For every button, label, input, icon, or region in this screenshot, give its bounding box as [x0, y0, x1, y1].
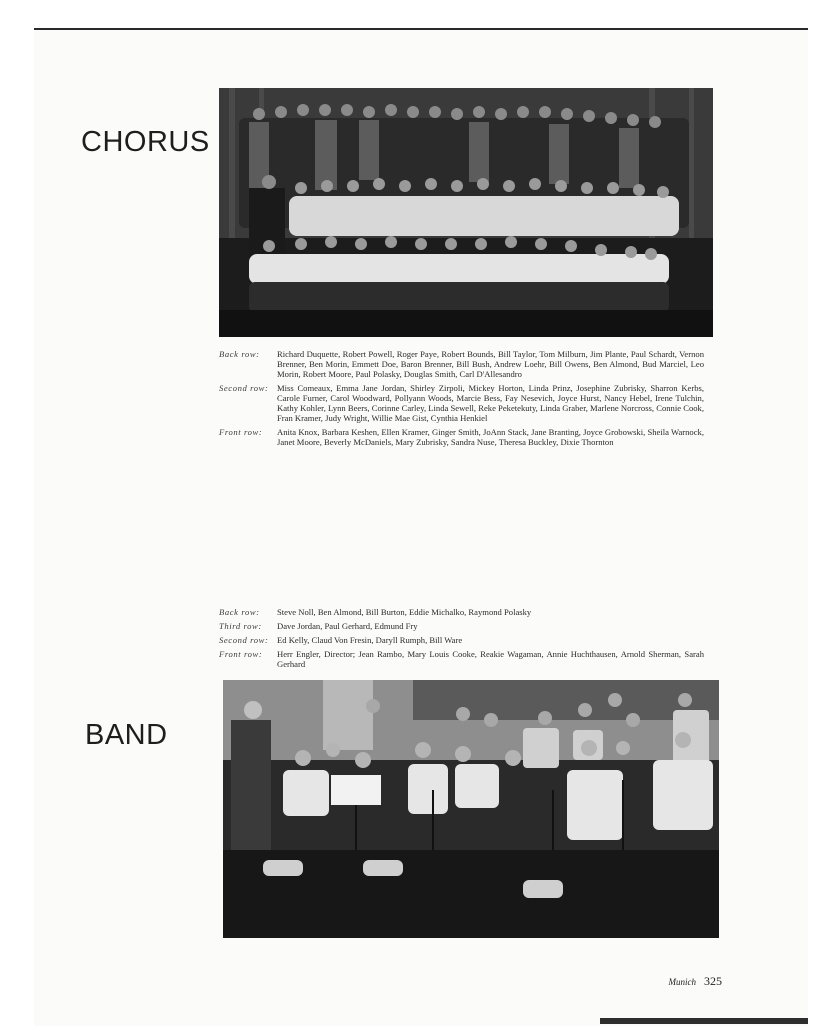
chorus-photo — [219, 88, 713, 337]
page-margin — [808, 28, 840, 1024]
row-label: Front row: — [219, 649, 263, 659]
band-photo — [223, 680, 719, 938]
row-label: Second row: — [219, 383, 269, 393]
band-third-row — [219, 621, 704, 631]
row-label: Third row: — [219, 621, 262, 631]
chorus-second-row — [219, 383, 704, 423]
band-caption — [219, 607, 704, 673]
page-footer — [669, 974, 723, 989]
band-title: BAND — [85, 719, 168, 751]
chorus-title: CHORUS — [81, 126, 210, 158]
band-second-row — [219, 635, 704, 645]
row-label: Second row: — [219, 635, 269, 645]
row-names: Anita Knox, Barbara Keshen, Ellen Kramer, Ginger Smith, JoAnn Stack, Jane Branting, Joyce Grobowski, Sheila Warnock, Janet Moore, Beverly McDaniels, Mary Zubrisky, Sandra Nuse, Theresa Buckley, Dixie Thornton — [277, 427, 704, 447]
chorus-front-row — [219, 427, 704, 447]
row-names: Dave Jordan, Paul Gerhard, Edmund Fry — [277, 621, 418, 631]
school-name: Munich — [668, 977, 696, 987]
row-names: Ed Kelly, Claud Von Fresin, Daryll Rumph, Bill Ware — [277, 635, 463, 645]
chorus-back-row — [219, 349, 704, 379]
band-front-row — [219, 649, 704, 669]
row-names: Richard Duquette, Robert Powell, Roger Paye, Robert Bounds, Bill Taylor, Tom Milburn, Jim Plante, Paul Schardt, Vernon Brenner, Ben Morin, Emmett Doe, Baron Brenner, Bill Bush, Andrew Loehr, Bill Owens, Ben Almond, Bud Marciel, Leo Morin, Robert Moore, Paul Polasky, Douglas Smith, Carl D'Allesandro — [277, 349, 704, 379]
row-names: Miss Comeaux, Emma Jane Jordan, Shirley Zirpoli, Mickey Horton, Linda Prinz, Josephine Zubrisky, Sharron Kerbs, Carole Furner, Carol Woodward, Pollyann Woods, Marcie Bess, Fay Nesevich, Joyce Hurst, Nancy Hebel, Irene Tulchin, Kathy Kohler, Lynn Beers, Corinne Carley, Linda Sewell, Reke Peketekuty, Linda Graber, Marlene Norcross, Connie Cook, Fran Kramer, Judy Wright, Willie Mae Gist, Cynthia Henkiel — [277, 383, 704, 423]
row-label: Front row: — [219, 427, 263, 437]
row-label: Back row: — [219, 607, 260, 617]
page-number: 325 — [704, 974, 722, 988]
chorus-caption — [219, 349, 704, 451]
row-names: Herr Engler, Director; Jean Rambo, Mary Louis Cooke, Reakie Wagaman, Annie Huchthausen, Arnold Sherman, Sarah Gerhard — [277, 649, 704, 669]
row-label: Back row: — [219, 349, 260, 359]
row-names: Steve Noll, Ben Almond, Bill Burton, Eddie Michalko, Raymond Polasky — [277, 607, 532, 617]
band-back-row — [219, 607, 704, 617]
scan-edge — [600, 1018, 808, 1024]
